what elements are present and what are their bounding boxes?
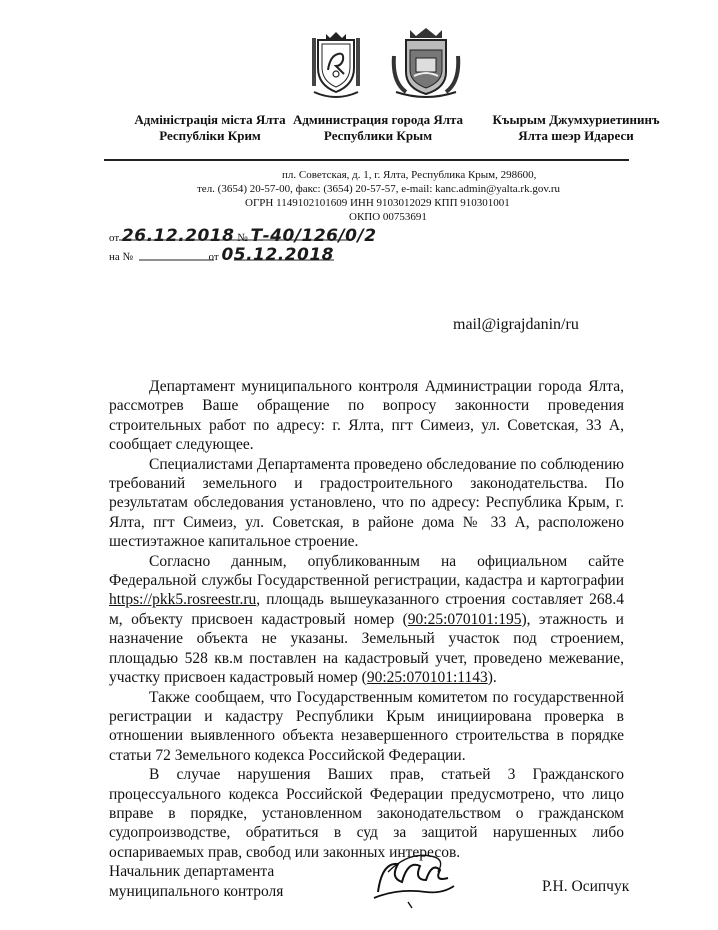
address-line-1: пл. Советская, д. 1, г. Ялта, Республика Крым, 298600,	[282, 169, 537, 181]
incoming-label: на №	[109, 251, 134, 263]
yalta-coat-of-arms-icon	[390, 26, 462, 100]
from-label: от	[109, 232, 120, 244]
address-line-4: ОКПО 00753691	[349, 211, 427, 223]
header-ukrainian-line1: Адміністрація міста Ялта	[134, 112, 286, 127]
paragraph-3-part-b: , площадь вышеуказанного строения составляет 268.4 м, объекту присвоен кадастровый номер (	[109, 591, 624, 628]
incoming-date: 05.12.2018	[221, 245, 334, 265]
letter-body	[109, 377, 624, 862]
recipient-email: mail@igrajdanin/ru	[453, 316, 579, 333]
paragraph-3-part-c: ), этажность и назначение объекта не указаны. Земельный участок под строением, площадью 528 кв.м поставлен на кадастровый учет, проведено межевание, участку присвоен кадастровый номер (	[109, 610, 624, 687]
header-divider	[104, 159, 629, 161]
outgoing-number: Т-40/126/0/2	[250, 226, 377, 246]
header-ukrainian	[120, 112, 300, 144]
signatory-name: Р.Н. Осипчук	[542, 878, 630, 895]
incoming-date-label: от	[208, 251, 219, 263]
paragraph-5: В случае нарушения Ваших прав, статьей 3 Гражданского процессуального кодекса Российской Федерации предусмотрено, что лицо вправе в порядке, установленном законодательством о гражданском судопроизводстве, обратиться в суд за защитой нарушенных либо оспариваемых прав, свобод или законных интересов.	[109, 766, 624, 861]
cadastral-number-land: 90:25:070101:1143	[366, 669, 488, 687]
signatory-position	[109, 862, 283, 902]
header-russian	[288, 112, 468, 144]
header-crimean-tatar	[486, 112, 666, 144]
position-line-1: Начальник департамента	[109, 863, 275, 880]
position-line-2: муниципального контроля	[109, 883, 284, 900]
paragraph-3	[109, 552, 624, 688]
outgoing-date: 26.12.2018	[121, 226, 235, 246]
header-russian-line1: Администрация города Ялта	[292, 112, 464, 127]
address-line-2: тел. (3654) 20-57-00, факс: (3654) 20-57-57, e-mail: kanc.admin@yalta.rk.gov.ru	[197, 183, 561, 195]
header-russian-line2: Республики Крым	[323, 128, 433, 143]
cadastral-number-building: 90:25:070101:195	[407, 610, 522, 628]
address-line-3: ОГРН 1149102101609 ИНН 9103012029 КПП 910301001	[245, 197, 510, 209]
header-crimean-tatar-line1: Къырым Джумхуриетининъ	[492, 112, 660, 127]
crimea-coat-of-arms-icon	[310, 30, 362, 100]
number-label: №	[237, 232, 248, 244]
paragraph-1: Департамент муниципального контроля Администрации города Ялта, рассмотрев Ваше обращение по вопросу законности проведения строительных работ по адресу: г. Ялта, пгт Симеиз, ул. Советская, 33 А, сообщает следующее.	[109, 378, 624, 454]
incoming-registration	[109, 245, 334, 265]
header-ukrainian-line2: Республіки Крим	[159, 128, 261, 143]
paragraph-3-part-a: Согласно данным, опубликованным на официальном сайте Федеральной службы Государственной регистрации, кадастра и картографии	[109, 552, 624, 590]
paragraph-2: Специалистами Департамента проведено обследование по соблюдению требований земельного и градостроительного законодательства. По результатам обследования установлено, что по адресу: Республика Крым, г. Ялта, пгт Симеиз, ул. Советская, в районе дома № 33 А, расположено шестиэтажное капитальное строение.	[109, 455, 624, 551]
rosreestr-link: https://pkk5.rosreestr.ru	[109, 591, 257, 609]
header-crimean-tatar-line2: Ялта шеэр Идареси	[518, 128, 634, 143]
handwritten-signature-icon	[368, 842, 458, 910]
paragraph-4: Также сообщаем, что Государственным комитетом по государственной регистрации и кадастру Республики Крым инициирована проверка в отношении выявленного объекта незавершенного строительства в порядке статьи 72 Земельного кодекса Российской Федерации.	[109, 688, 624, 764]
paragraph-3-part-d: ).	[487, 669, 497, 687]
